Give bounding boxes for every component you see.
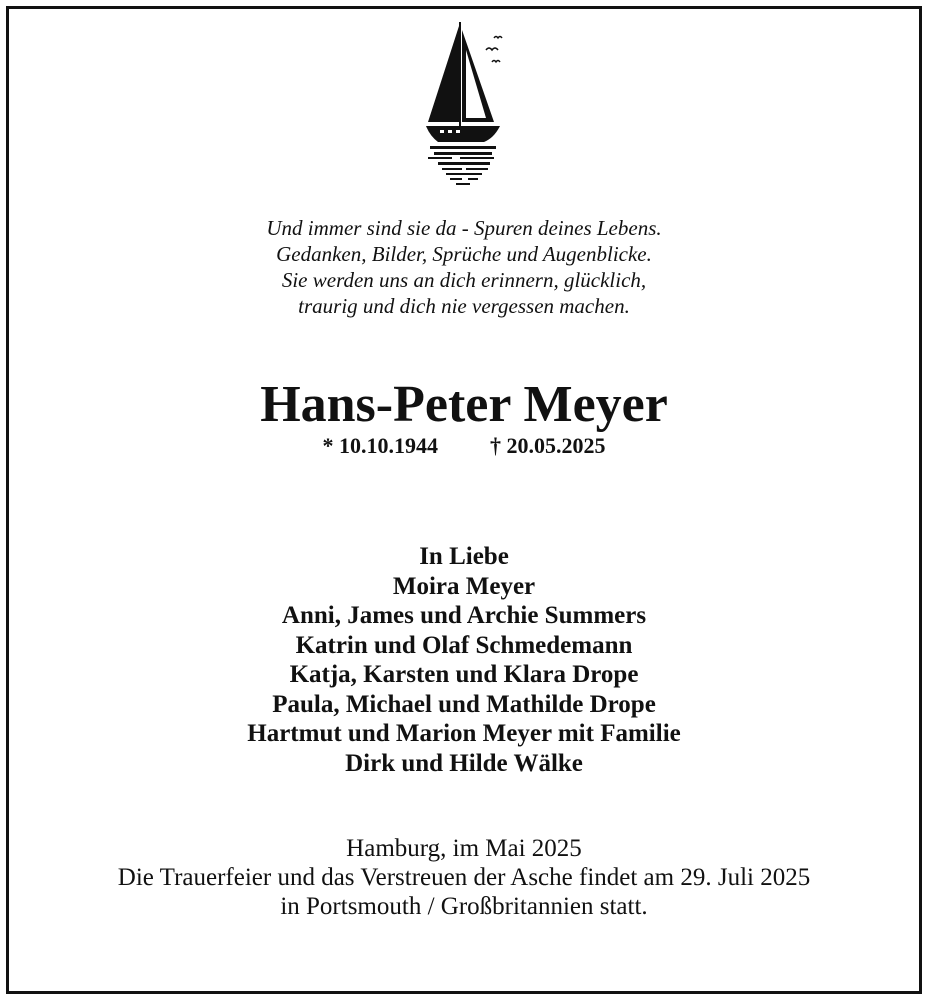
death-date: † 20.05.2025: [490, 433, 606, 458]
mourner-name: Hartmut und Marion Meyer mit Familie: [247, 720, 681, 747]
mourner-name: Dirk und Hilde Wälke: [345, 749, 583, 777]
sailboat-icon: [420, 18, 510, 188]
mourners-list: [0, 542, 928, 778]
life-dates: [0, 432, 928, 460]
birth-date: * 10.10.1944: [322, 433, 438, 458]
memorial-verse: [0, 215, 928, 319]
mourner-name: Paula, Michael und Mathilde Drope: [272, 690, 656, 718]
verse-line: Sie werden uns an dich erinnern, glücklich,: [281, 268, 647, 292]
deceased-name: Hans-Peter Meyer: [260, 376, 668, 433]
mourner-name: Katrin und Olaf Schmedemann: [295, 631, 633, 659]
mourner-name: Katja, Karsten und Klara Drope: [289, 661, 639, 688]
place-date: Hamburg, im Mai 2025: [346, 835, 582, 862]
verse-line: Gedanken, Bilder, Sprüche und Augenblicke.: [276, 242, 652, 266]
ceremony-notice-line: Die Trauerfeier und das Verstreuen der Asche findet am 29. Juli 2025: [117, 864, 811, 891]
mourner-name: Anni, James und Archie Summers: [281, 602, 647, 629]
funeral-notice-footer: [0, 834, 928, 921]
ceremony-notice-line: in Portsmouth / Großbritannien statt.: [280, 893, 648, 920]
mourners-intro: In Liebe: [419, 543, 509, 570]
verse-line: traurig und dich nie vergessen machen.: [298, 294, 630, 318]
verse-line: Und immer sind sie da - Spuren deines Lebens.: [266, 216, 662, 240]
mourner-name: Moira Meyer: [392, 572, 536, 600]
